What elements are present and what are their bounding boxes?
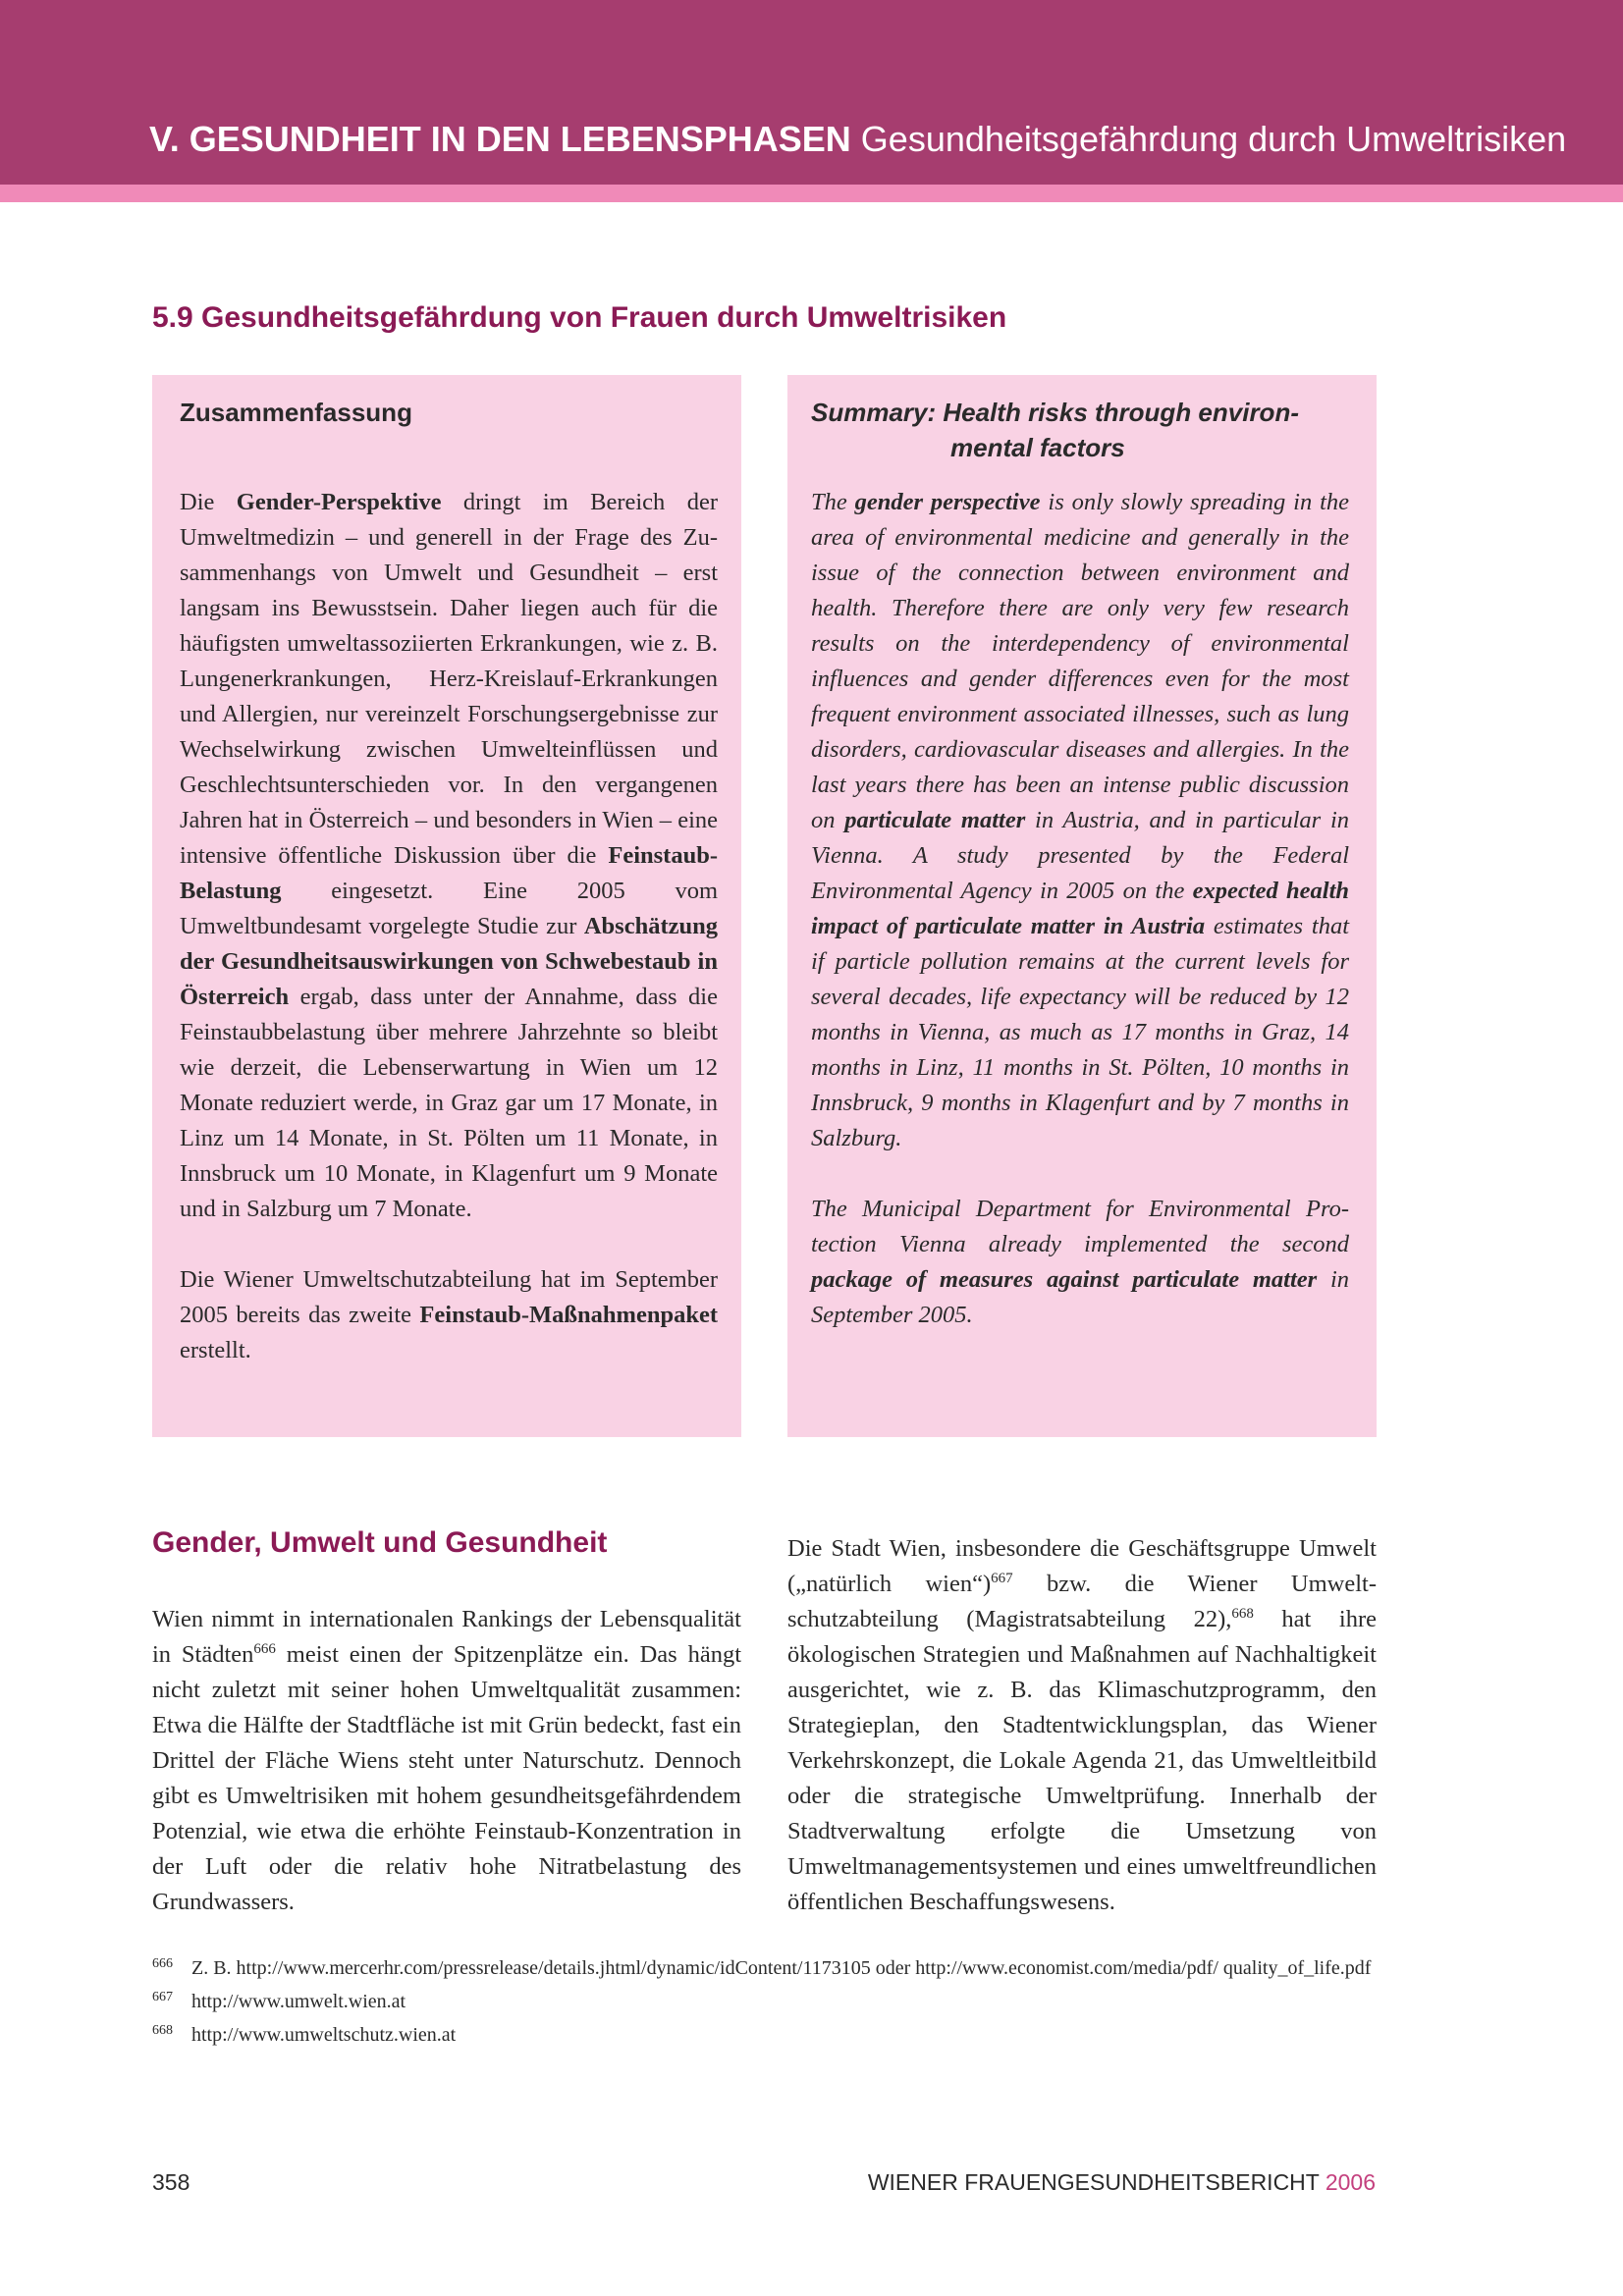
footnote-number: 667 — [152, 1990, 173, 2004]
footnote — [152, 1987, 1380, 2016]
bold-term: Gender-Perspektive — [236, 489, 442, 515]
summary-paragraph — [180, 1262, 718, 1368]
chapter-subtitle: Gesundheitsgefährdung durch Umweltrisiken — [860, 119, 1567, 159]
text-run: eingesetzt. Eine 2005 vom Umweltbundesamt vorgelegte Studie zur — [180, 878, 718, 939]
chapter-label: V. GESUNDHEIT IN DEN LEBENSPHASEN — [149, 119, 851, 159]
summary-title-german: Zusammenfassung — [180, 398, 412, 427]
text-run: Wien nimmt in internationalen Rankings der Lebensqualität in Städten — [152, 1606, 741, 1668]
footnote — [152, 1953, 1380, 1983]
footnote-ref[interactable]: 668 — [1231, 1605, 1254, 1622]
footnote-ref[interactable]: 666 — [253, 1640, 276, 1657]
bold-term: Abschätzung der Gesundheitsauswirkungen von Schwebestaub in Österreich — [180, 913, 718, 1010]
text-run: meist einen der Spitzenplätze ein. Das hängt nicht zuletzt mit seiner hohen Umweltqualität zusammen: Etwa die Hälfte der Stadtfläche ist mit Grün bedeckt, fast ein Drittel der Fläche Wiens steht unter Naturschutz. Dennoch gibt es Umweltrisiken mit hohem gesundheitsgefährdendem Potenzial, wie etwa die erhöhte Feinstaub-Konzentration in der Luft oder die relativ hohe Nitratbelastung des Grundwassers. — [152, 1641, 742, 1915]
text-run: in Austria, and in particular in Vienna. A study presented by the Federal Environmental Agency in 2005 on the — [811, 807, 1350, 904]
section-heading: 5.9 Gesundheitsgefährdung von Frauen durch Umweltrisiken — [152, 301, 1007, 334]
header-band — [0, 0, 1623, 185]
footer-report-title — [868, 2169, 1376, 2196]
summary-paragraph — [811, 485, 1349, 1156]
text-run: ergab, dass unter der Annahme, dass die Feinstaubbelastung über mehrere Jahrzehnte so bleibt wie derzeit, die Lebenserwartung in Wien um 12 Monate reduziert werde, in Graz gar um 17 Monate, in Linz um 14 Monate, in St. Pölten um 11 Monate, in Innsbruck um 10 Monate, in Klagenfurt um 9 Monate und in Salzburg um 7 Monate. — [180, 984, 718, 1222]
bold-term: particulate matter — [844, 807, 1026, 833]
text-run: dringt im Bereich der Umweltmedizin – und generell in der Frage des Zusammenhangs von Umwelt und Gesundheit – erst langsam ins Bewusstsein. Daher liegen auch für die häufigsten umweltassoziierten Erkrankungen, wie z. B. Lungenerkrankungen, Herz-Kreislauf-Erkrankungen und Allergien, nur vereinzelt Forschungsergebnisse zur Wechselwirkung zwischen Umwelteinflüssen und Geschlechtsunterschieden vor. In den vergangenen Jahren hat in Österreich – und besonders in Wien – eine intensive öffentliche Diskussion über die — [180, 489, 718, 869]
subsection-heading: Gender, Umwelt und Gesundheit — [152, 1526, 608, 1559]
bold-term: Feinstaub-Maßnahmenpaket — [419, 1302, 718, 1328]
main-column-right — [787, 1531, 1377, 1920]
text-run: estimates that if particle pollution remains at the current levels for several decades, life expectancy will be reduced by 12 months in Vienna, as much as 17 months in Graz, 14 months in Linz, 11 months in St. Pölten, 10 months in Innsbruck, 9 months in Klagenfurt and by 7 months in Salzburg. — [811, 913, 1350, 1151]
text-run: in September 2005. — [811, 1266, 1349, 1328]
footnotes — [152, 1953, 1380, 2054]
footnote — [152, 2020, 1380, 2050]
text-run: The — [811, 489, 855, 515]
text-run: is only slowly spreading in the area of environmental medicine and generally in the issue of the connection between environment and health. Therefore there are only very few research results on the interdependency of environmental influences and gender differences even for the most frequent environment associated illnesses, such as lung disorders, cardiovascular diseases and allergies. In the last years there has been an intense public discussion on — [811, 489, 1350, 833]
summary-title-line: mental factors — [950, 433, 1125, 462]
summary-body-german — [180, 485, 718, 1368]
text-run: Die Stadt Wien, insbesondere die Geschäftsgruppe Umwelt („natürlich wien“) — [787, 1535, 1377, 1597]
text-run: hat ihre ökologischen Strategien und Maßnahmen auf Nachhaltigkeit ausgerichtet, wie z. B. das Klimaschutzprogramm, den Strategieplan, den Stadtentwicklungsplan, das Wiener Verkehrskonzept, die Lokale Agenda 21, das Umweltleitbild oder die strategische Umweltprüfung. Innerhalb der Stadtverwaltung erfolgte die Umsetzung von Umweltmanagementsystemen und eines umweltfreundlichen öffentlichen Beschaffungswesens. — [787, 1606, 1377, 1915]
summary-box-german — [152, 375, 741, 1437]
summary-body-english — [811, 485, 1349, 1333]
footnote-text[interactable]: Z. B. http://www.mercerhr.com/pressrelease/details.jhtml/dynamic/idContent/1173105 oder http://www.economist.com/media/pdf/ quality_of_life.pdf — [191, 1957, 1372, 1979]
text-run: bzw. die Wiener Umweltschutzabteilung (Magistratsabteilung 22), — [787, 1571, 1377, 1632]
summary-paragraph — [180, 485, 718, 1227]
summary-title-line: Summary: Health risks through environ- — [811, 398, 1299, 427]
body-paragraph — [787, 1531, 1377, 1920]
chapter-title — [149, 119, 1567, 159]
footnote-text[interactable]: http://www.umwelt.wien.at — [191, 1991, 406, 2012]
footnote-number: 668 — [152, 2023, 173, 2038]
text-run: erstellt. — [180, 1337, 251, 1363]
bold-term: package of measures against particulate matter — [811, 1266, 1318, 1293]
bold-term: Feinstaub-Belastung — [180, 842, 718, 904]
report-title: WIENER FRAUENGESUNDHEITSBERICHT — [867, 2169, 1320, 2195]
summary-title-english — [811, 395, 1349, 465]
footnote-text[interactable]: http://www.umweltschutz.wien.at — [191, 2024, 457, 2046]
footnote-ref[interactable]: 667 — [991, 1570, 1013, 1586]
body-paragraph — [152, 1602, 741, 1920]
summary-paragraph — [811, 1192, 1349, 1333]
report-year: 2006 — [1325, 2169, 1376, 2195]
header-accent-strip — [0, 185, 1623, 202]
footnote-number: 666 — [152, 1956, 173, 1971]
main-column-left — [152, 1523, 741, 1920]
text-run: The Municipal Department for Environmental Protection Vienna already implemented the second — [811, 1196, 1349, 1257]
summary-box-english — [787, 375, 1377, 1437]
bold-term: expected health impact of particulate matter in Austria — [811, 878, 1350, 939]
text-run: Die — [180, 489, 237, 515]
page-number: 358 — [152, 2169, 190, 2195]
bold-term: gender perspective — [854, 489, 1041, 515]
text-run: Die Wiener Umweltschutzabteilung hat im September 2005 bereits das zweite — [180, 1266, 718, 1328]
